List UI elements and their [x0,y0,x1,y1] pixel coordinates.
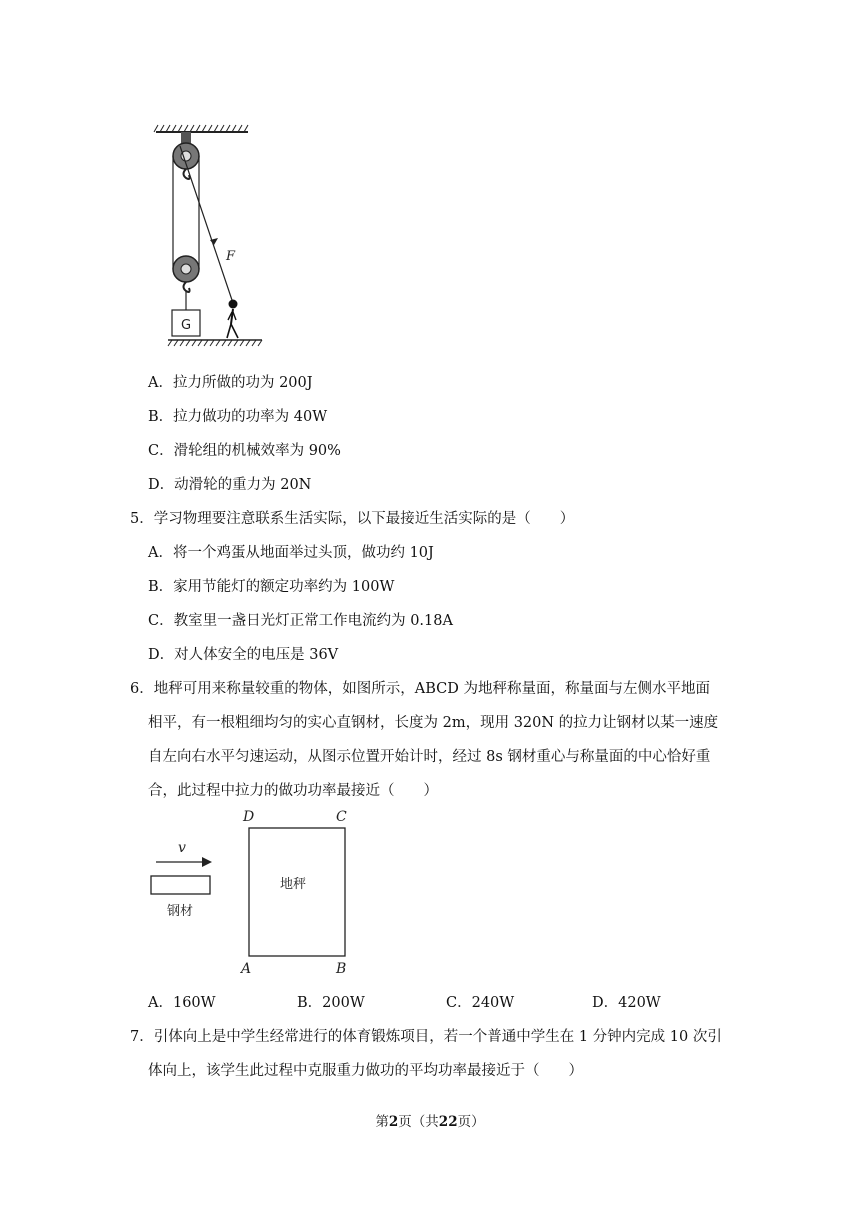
footer-total-pages: 22 [438,1114,458,1130]
q7-stem-line-1: 7．引体向上是中学生经常进行的体育锻炼项目，若一个普通中学生在 1 分钟内完成 10 次引 [130,1029,722,1045]
velocity-label: v [178,840,186,856]
q4-option-c: C．滑轮组的机械效率为 90% [148,443,341,459]
force-label: F [226,249,236,264]
corner-c-label: C [336,809,347,825]
corner-d-label: D [243,809,255,825]
corner-a-label: A [241,961,252,977]
q6-option-a: A．160W [148,995,216,1011]
footer-suffix: 页） [457,1114,485,1130]
pulley-figure [150,124,270,354]
q6-stem-line-2: 相平，有一根粗细均匀的实心直钢材，长度为 2m，现用 320N 的拉力让钢材以某一速度 [148,715,719,731]
scale-label: 地秤 [279,877,307,892]
scale-figure [140,806,370,978]
q5-option-b: B．家用节能灯的额定功率约为 100W [148,579,395,595]
weight-label: G [180,318,192,333]
q6-stem-line-4: 合，此过程中拉力的做功功率最接近（ ） [148,783,438,799]
footer-page-number: 2 [388,1114,399,1130]
steel-label: 钢材 [166,904,194,919]
page-footer [0,1110,860,1130]
q6-stem-line-1: 6．地秤可用来称量较重的物体，如图所示，ABCD 为地秤称量面，称量面与左侧水平地面 [130,681,710,697]
footer-middle: 页（共 [398,1114,439,1130]
q7-stem-line-2: 体向上，该学生此过程中克服重力做功的平均功率最接近于（ ） [148,1063,583,1079]
q6-stem-line-3: 自左向右水平匀速运动，从图示位置开始计时，经过 8s 钢材重心与称量面的中心恰好重 [148,749,711,765]
q6-option-d: D．420W [592,995,661,1011]
q4-option-d: D．动滑轮的重力为 20N [148,477,312,493]
q4-option-a: A．拉力所做的功为 200J [148,375,313,391]
q5-option-d: D．对人体安全的电压是 36V [148,647,339,663]
footer-prefix: 第 [375,1114,389,1130]
q5-option-c: C．教室里一盏日光灯正常工作电流约为 0.18A [148,613,453,629]
q6-option-c: C．240W [446,995,515,1011]
q4-option-b: B．拉力做功的功率为 40W [148,409,328,425]
q5-option-a: A．将一个鸡蛋从地面举过头顶，做功约 10J [148,545,434,561]
corner-b-label: B [336,961,347,977]
q6-option-b: B．200W [297,995,365,1011]
q5-stem: 5．学习物理要注意联系生活实际，以下最接近生活实际的是（ ） [130,511,575,527]
